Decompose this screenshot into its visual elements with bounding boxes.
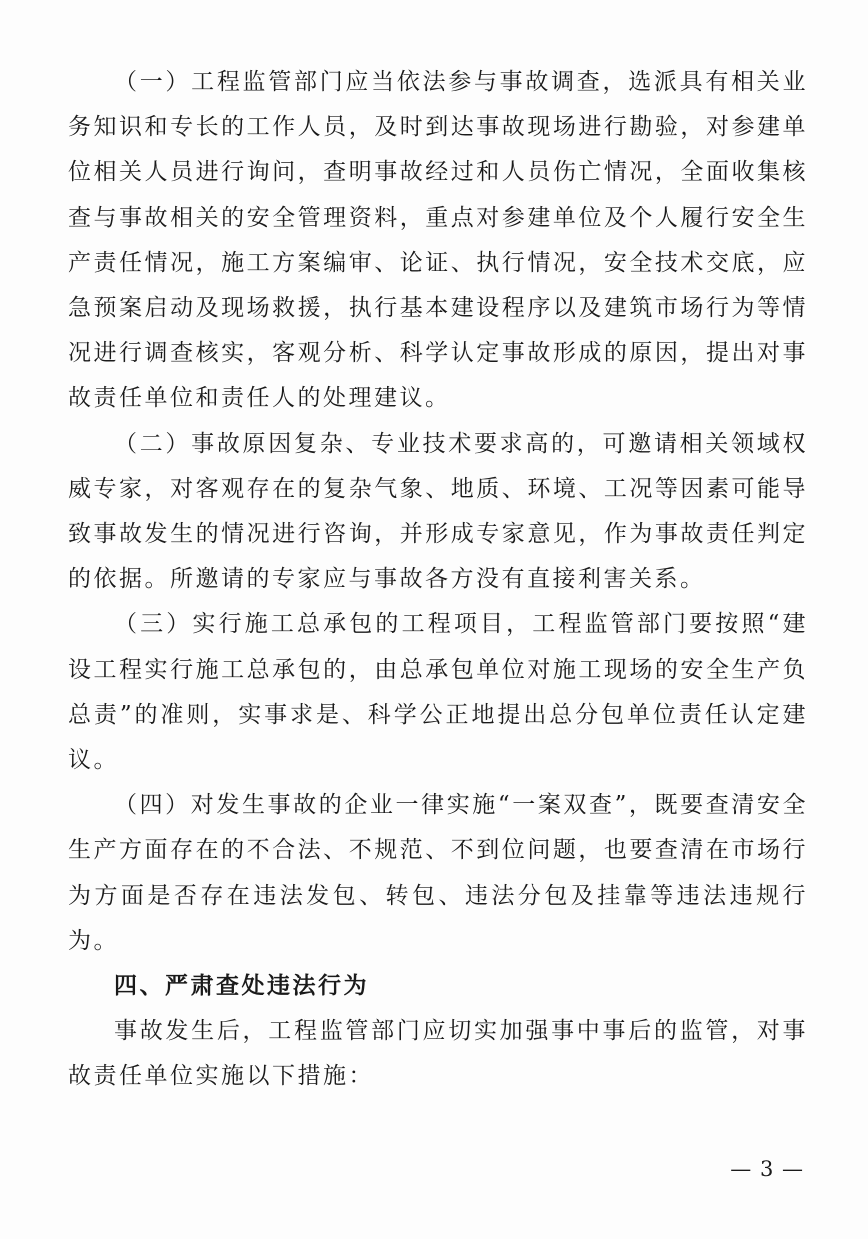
paragraph-item-3: （三）实行施工总承包的工程项目，工程监管部门要按照“建设工程实行施工总承包的，由总承包单位对施工现场的安全生产负总责”的准则，实事求是、科学公正地提出总分包单位责任认定建议。 [68,611,808,774]
page-number: — 3 — [730,1157,804,1181]
paragraph-item-2: （二）事故原因复杂、专业技术要求高的，可邀请相关领域权威专家，对客观存在的复杂气象、地质、环境、工况等因素可能导致事故发生的情况进行咨询，并形成专家意见，作为事故责任判定的依据。所邀请的专家应与事故各方没有直接利害关系。 [68,430,808,593]
section-heading: 四、严肃查处违法行为 [114,973,369,1000]
document-body [68,60,808,1100]
paragraph-item-1: （一）工程监管部门应当依法参与事故调查，选派具有相关业务知识和专长的工作人员，及时到达事故现场进行勘验，对参建单位相关人员进行询问，查明事故经过和人员伤亡情况，全面收集核查与事故相关的安全管理资料，重点对参建单位及个人履行安全生产责任情况，施工方案编审、论证、执行情况，安全技术交底，应急预案启动及现场救援，执行基本建设程序以及建筑市场行为等情况进行调查核实，客观分析、科学认定事故形成的原因，提出对事故责任单位和责任人的处理建议。 [68,69,808,412]
closing-paragraph: 事故发生后，工程监管部门应切实加强事中事后的监管，对事故责任单位实施以下措施： [68,1018,808,1090]
paragraph-item-4: （四）对发生事故的企业一律实施“一案双查”，既要查清安全生产方面存在的不合法、不规范、不到位问题，也要查清在市场行为方面是否存在违法发包、转包、违法分包及挂靠等违法违规行为。 [68,792,808,954]
